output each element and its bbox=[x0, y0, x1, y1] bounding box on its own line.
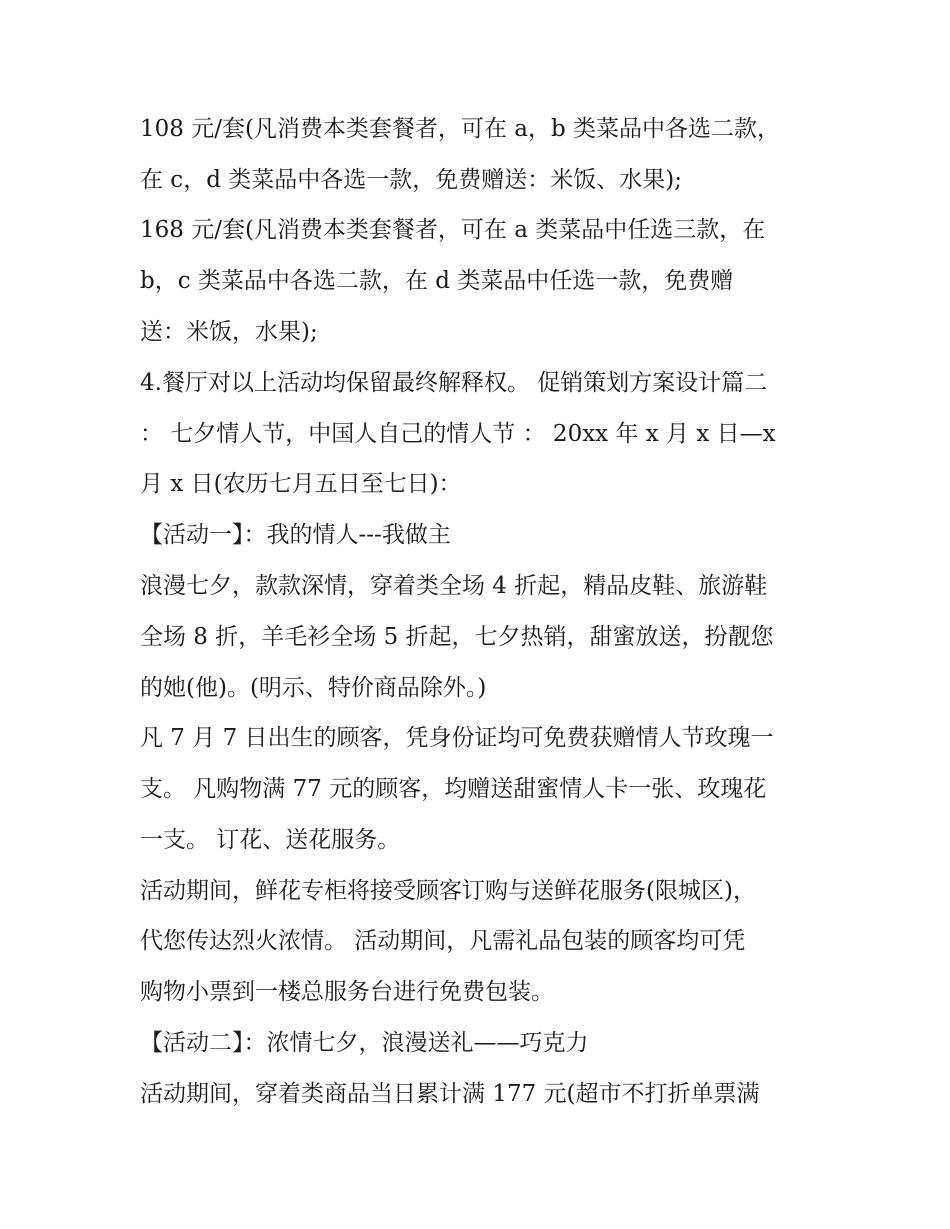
section-heading: 【活动二】：浓情七夕，浪漫送礼——巧克力 bbox=[140, 1030, 589, 1056]
text-line: 一支。 订花、送花服务。 bbox=[140, 827, 401, 853]
text-line: 月 x 日(农历七月五日至七日)： bbox=[140, 471, 462, 497]
text-line: 支。 凡购物满 77 元的顾客，均赠送甜蜜情人卡一张、玫瑰花 bbox=[140, 776, 767, 802]
text-line: 108 元/套(凡消费本类套餐者，可在 a，b 类菜品中各选二款， bbox=[140, 116, 780, 142]
text-line: 活动期间，鲜花专柜将接受顾客订购与送鲜花服务(限城区)， bbox=[140, 878, 756, 904]
text-line: 代您传达烈火浓情。 活动期间，凡需礼品包装的顾客均可凭 bbox=[140, 928, 746, 954]
text-line: 的她(他)。(明示、特价商品除外。) bbox=[140, 675, 487, 701]
text-line: 购物小票到一楼总服务台进行免费包装。 bbox=[140, 979, 554, 1005]
text-line: 凡 7 月 7 日出生的顾客，凭身份证均可免费获赠情人节玫瑰一 bbox=[140, 725, 774, 751]
text-line: 浪漫七夕，款款深情，穿着类全场 4 折起，精品皮鞋、旅游鞋 bbox=[140, 573, 768, 599]
text-line: 全场 8 折，羊毛衫全场 5 折起，七夕热销，甜蜜放送，扮靓您 bbox=[140, 624, 774, 650]
text-line: 168 元/套(凡消费本类套餐者，可在 a 类菜品中任选三款，在 bbox=[140, 217, 766, 243]
text-line: 4.餐厅对以上活动均保留最终解释权。 促销策划方案设计篇二 bbox=[140, 370, 768, 396]
section-heading: 【活动一】：我的情人---我做主 bbox=[140, 522, 451, 548]
text-line: ： 七夕情人节，中国人自己的情人节 ： 20xx 年 x 月 x 日—x bbox=[140, 421, 776, 447]
text-line: 送：米饭，水果); bbox=[140, 319, 318, 345]
text-line: 活动期间，穿着类商品当日累计满 177 元(超市不打折单票满 bbox=[140, 1081, 760, 1107]
text-line: 在 c，d 类菜品中各选一款，免费赠送：米饭、水果); bbox=[140, 167, 682, 193]
text-line: b，c 类菜品中各选二款，在 d 类菜品中任选一款，免费赠 bbox=[140, 268, 734, 294]
